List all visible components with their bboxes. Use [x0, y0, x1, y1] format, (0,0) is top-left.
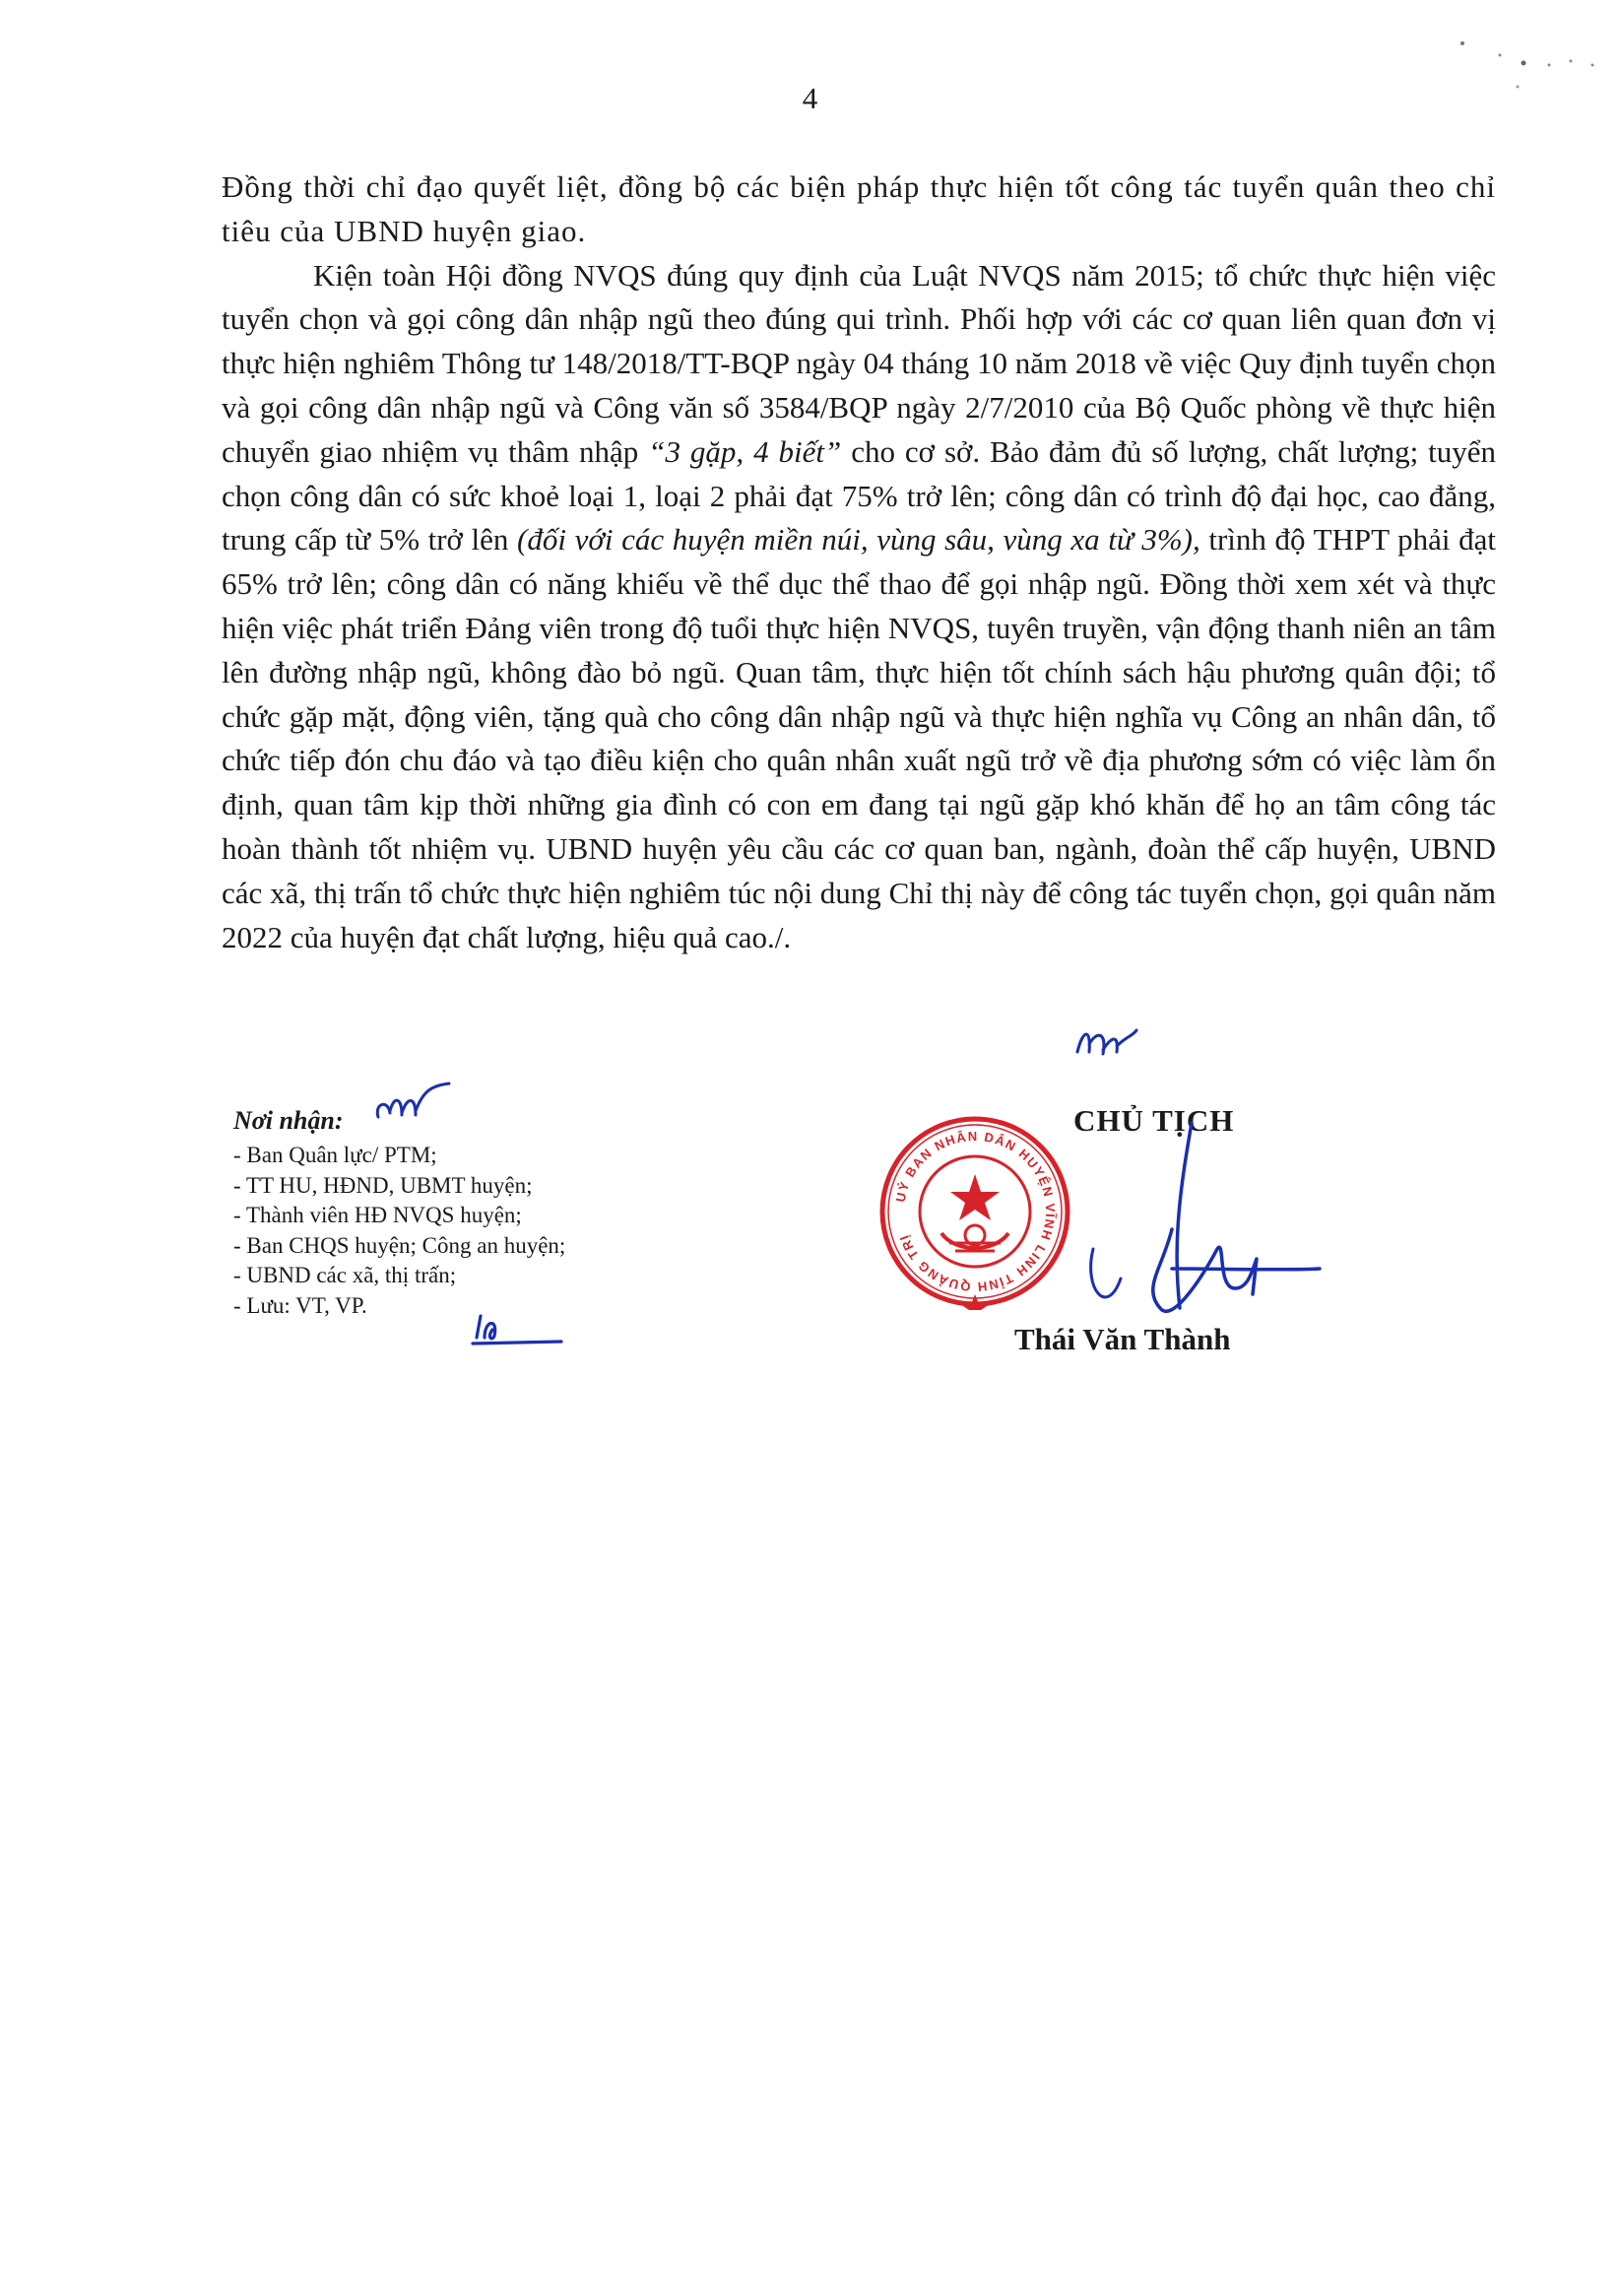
- recipient-item: - Ban CHQS huyện; Công an huyện;: [233, 1232, 566, 1258]
- handwritten-signature: [1024, 1121, 1329, 1347]
- page-number: 4: [802, 81, 818, 115]
- recipient-item: - Ban Quân lực/ PTM;: [233, 1143, 437, 1167]
- signer-name: Thái Văn Thành: [1014, 1322, 1231, 1356]
- recipients-initials-mark: [372, 1082, 461, 1131]
- body-text: [222, 165, 1496, 959]
- recipients-list: [233, 1141, 785, 1321]
- recipient-item: - Lưu: VT, VP.: [233, 1292, 367, 1318]
- recipient-item: - UBND các xã, thị trấn;: [233, 1263, 457, 1287]
- recipient-item: - Thành viên HĐ NVQS huyện;: [233, 1203, 522, 1227]
- recipients-block: [233, 1105, 785, 1321]
- paragraph-main-part-b: cho cơ sở. Bảo đảm đủ số lượng, chất lượng; tuyển chọn công dân có sức khoẻ loại 1, loại 2 phải đạt 75% trở lên; công dân có trình độ đại học, cao đẳng, trung cấp từ 5% trở lên: [222, 433, 1497, 558]
- parenthetical-note: (đối với các huyện miền núi, vùng sâu, vùng xa từ 3%),: [517, 522, 1200, 558]
- scan-speckles: [1423, 30, 1620, 98]
- quote-3-gap-4-biet: “3 gặp, 4 biết”: [648, 433, 842, 469]
- paragraph-main: [222, 254, 1496, 960]
- recipients-title: Nơi nhận:: [233, 1106, 344, 1135]
- paragraph-main-part-a: Kiện toàn Hội đồng NVQS đúng quy định của Luật NVQS năm 2015; tổ chức thực hiện việc tuyển chọn và gọi công dân nhập ngũ theo đúng qui trình. Phối hợp với các cơ quan liên quan đơn vị thực hiện nghiêm Thông tư 148/2018/TT-BQP ngày 04 tháng 10 năm 2018 về việc Quy định tuyển chọn và gọi công dân nhập ngũ và Công văn số 3584/BQP ngày 2/7/2010 của Bộ Quốc phòng về thực hiện chuyển giao nhiệm vụ thâm nhập: [222, 257, 1496, 469]
- initials-mark: [1073, 1022, 1142, 1066]
- paragraph-main-part-c: trình độ THPT phải đạt 65% trở lên; công dân có năng khiếu về thể dục thể thao để gọi nhập ngũ. Đồng thời xem xét và thực hiện việc phát triển Đảng viên trong độ tuổi thực hiện NVQS, tuyên truyền, vận động thanh niên an tâm lên đường nhập ngũ, không đào bỏ ngũ. Quan tâm, thực hiện tốt chính sách hậu phương quân đội; tổ chức gặp mặt, động viên, tặng quà cho công dân nhập ngũ và thực hiện nghĩa vụ Công an nhân dân, tổ chức tiếp đón chu đáo và tạo điều kiện cho quân nhân xuất ngũ trở về địa phương sớm có việc làm ổn định, quan tâm kịp thời những gia đình có con em đang tại ngũ gặp khó khăn để họ an tâm công tác hoàn thành tốt nhiệm vụ. UBND huyện yêu cầu các cơ quan ban, ngành, đoàn thể cấp huyện, UBND các xã, thị trấn tổ chức thực hiện nghiêm túc nội dung Chỉ thị này để công tác tuyển chọn, gọi quân năm 2022 của huyện đạt chất lượng, hiệu quả cao./.: [222, 522, 1496, 954]
- recipient-item: - TT HU, HĐND, UBMT huyện;: [233, 1172, 533, 1198]
- archive-initials-mark: [463, 1308, 571, 1351]
- signature-block: [876, 1091, 1339, 1387]
- svg-text:UỶ BAN NHÂN DÂN HUYỆN VĨNH LIN: UỶ BAN NHÂN DÂN HUYỆN VĨNH LINH TỈNH QUẢNG TRỊ: [892, 1128, 1059, 1295]
- paragraph-continuation: Đồng thời chỉ đạo quyết liệt, đồng bộ các biện pháp thực hiện tốt công tác tuyển quân theo chỉ tiêu của UBND huyện giao.: [222, 169, 1496, 248]
- signer-title: CHỦ TỊCH: [1073, 1103, 1235, 1138]
